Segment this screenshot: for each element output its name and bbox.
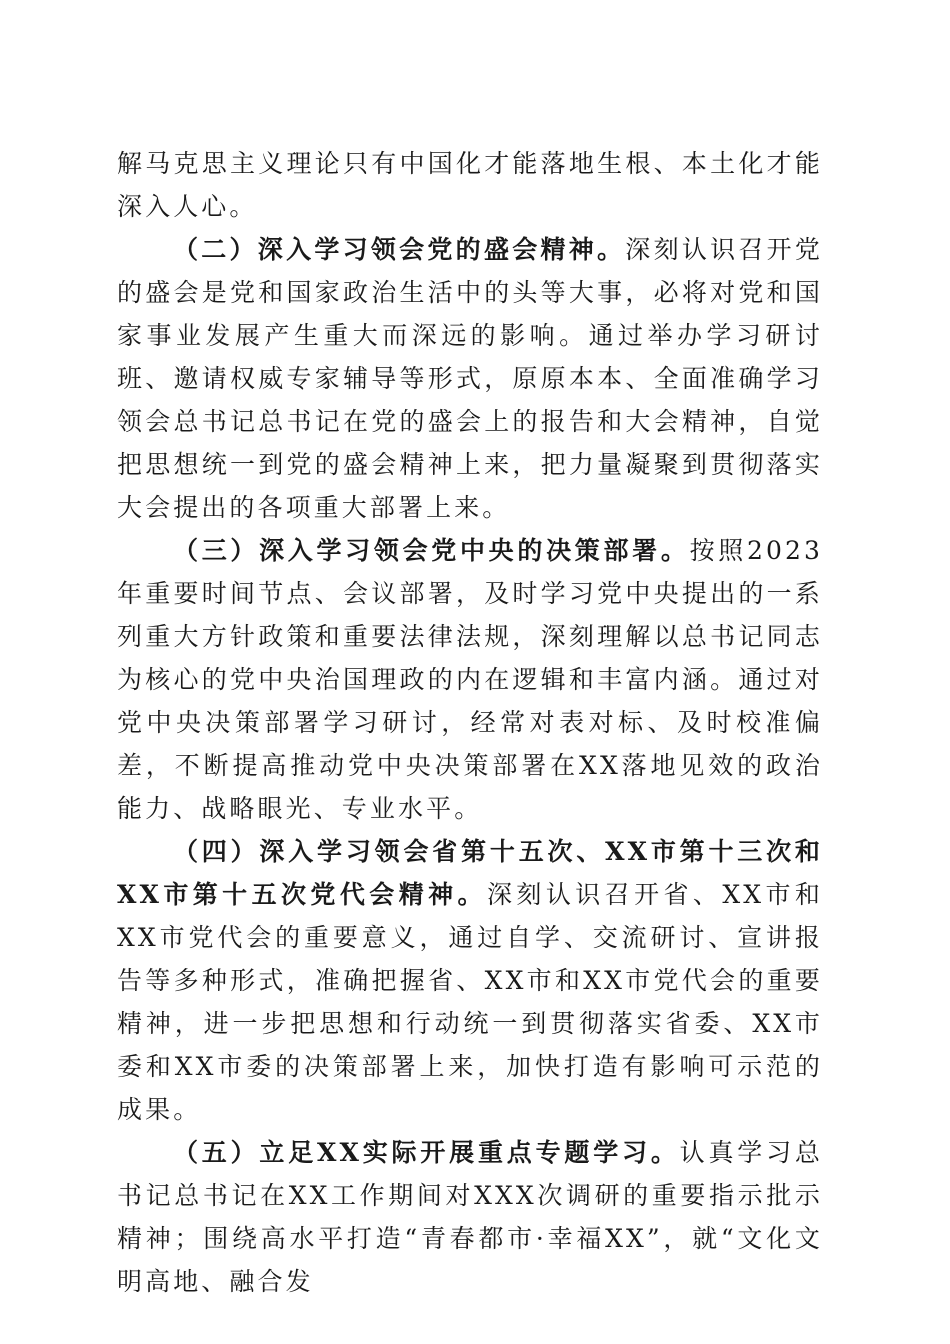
paragraph-3-heading: （三）深入学习领会党中央的决策部署。 — [173, 536, 690, 565]
paragraph-3-text: 按照2023年重要时间节点、会议部署，及时学习党中央提出的一系列重大方针政策和重要法律法规，深刻理解以总书记同志为核心的党中央治国理政的内在逻辑和丰富内涵。通过对党中央决策部署学习研讨，经常对表对标、及时校准偏差，不断提高推动党中央决策部署在XX落地见效的政治能力、战略眼光、专业水平。 — [117, 536, 823, 823]
paragraph-4-heading: （四）深入学习领会省第十五次、XX市第十三次和XX市第十五次党代会精神。 — [117, 837, 823, 909]
paragraph-2-text: 深刻认识召开党的盛会是党和国家政治生活中的头等大事，必将对党和国家事业发展产生重大而深远的影响。通过举办学习研讨班、邀请权威专家辅导等形式，原原本本、全面准确学习领会总书记总书记在党的盛会上的报告和大会精神，自觉把思想统一到党的盛会精神上来，把力量凝聚到贯彻落实大会提出的各项重大部署上来。 — [117, 235, 824, 522]
paragraph-1 — [117, 142, 823, 228]
document-body — [117, 142, 823, 1303]
paragraph-4-text: 深刻认识召开省、XX市和XX市党代会的重要意义，通过自学、交流研讨、宣讲报告等多种形式，准确把握省、XX市和XX市党代会的重要精神，进一步把思想和行动统一到贯彻落实省委、XX市委和XX市委的决策部署上来，加快打造有影响可示范的成果。 — [117, 880, 823, 1124]
paragraph-5-heading: （五）立足XX实际开展重点专题学习。 — [173, 1138, 680, 1167]
paragraph-3 — [117, 529, 823, 830]
paragraph-1-text: 解马克思主义理论只有中国化才能落地生根、本土化才能深入人心。 — [117, 149, 823, 221]
paragraph-5-text: 认真学习总书记总书记在XX工作期间对XXX次调研的重要指示批示精神；围绕高水平打造“青春都市·幸福XX”，就“文化文明高地、融合发 — [117, 1138, 823, 1296]
paragraph-4 — [117, 830, 823, 1131]
paragraph-2-heading: （二）深入学习领会党的盛会精神。 — [173, 235, 626, 264]
paragraph-5 — [117, 1131, 823, 1303]
paragraph-2 — [117, 228, 823, 529]
